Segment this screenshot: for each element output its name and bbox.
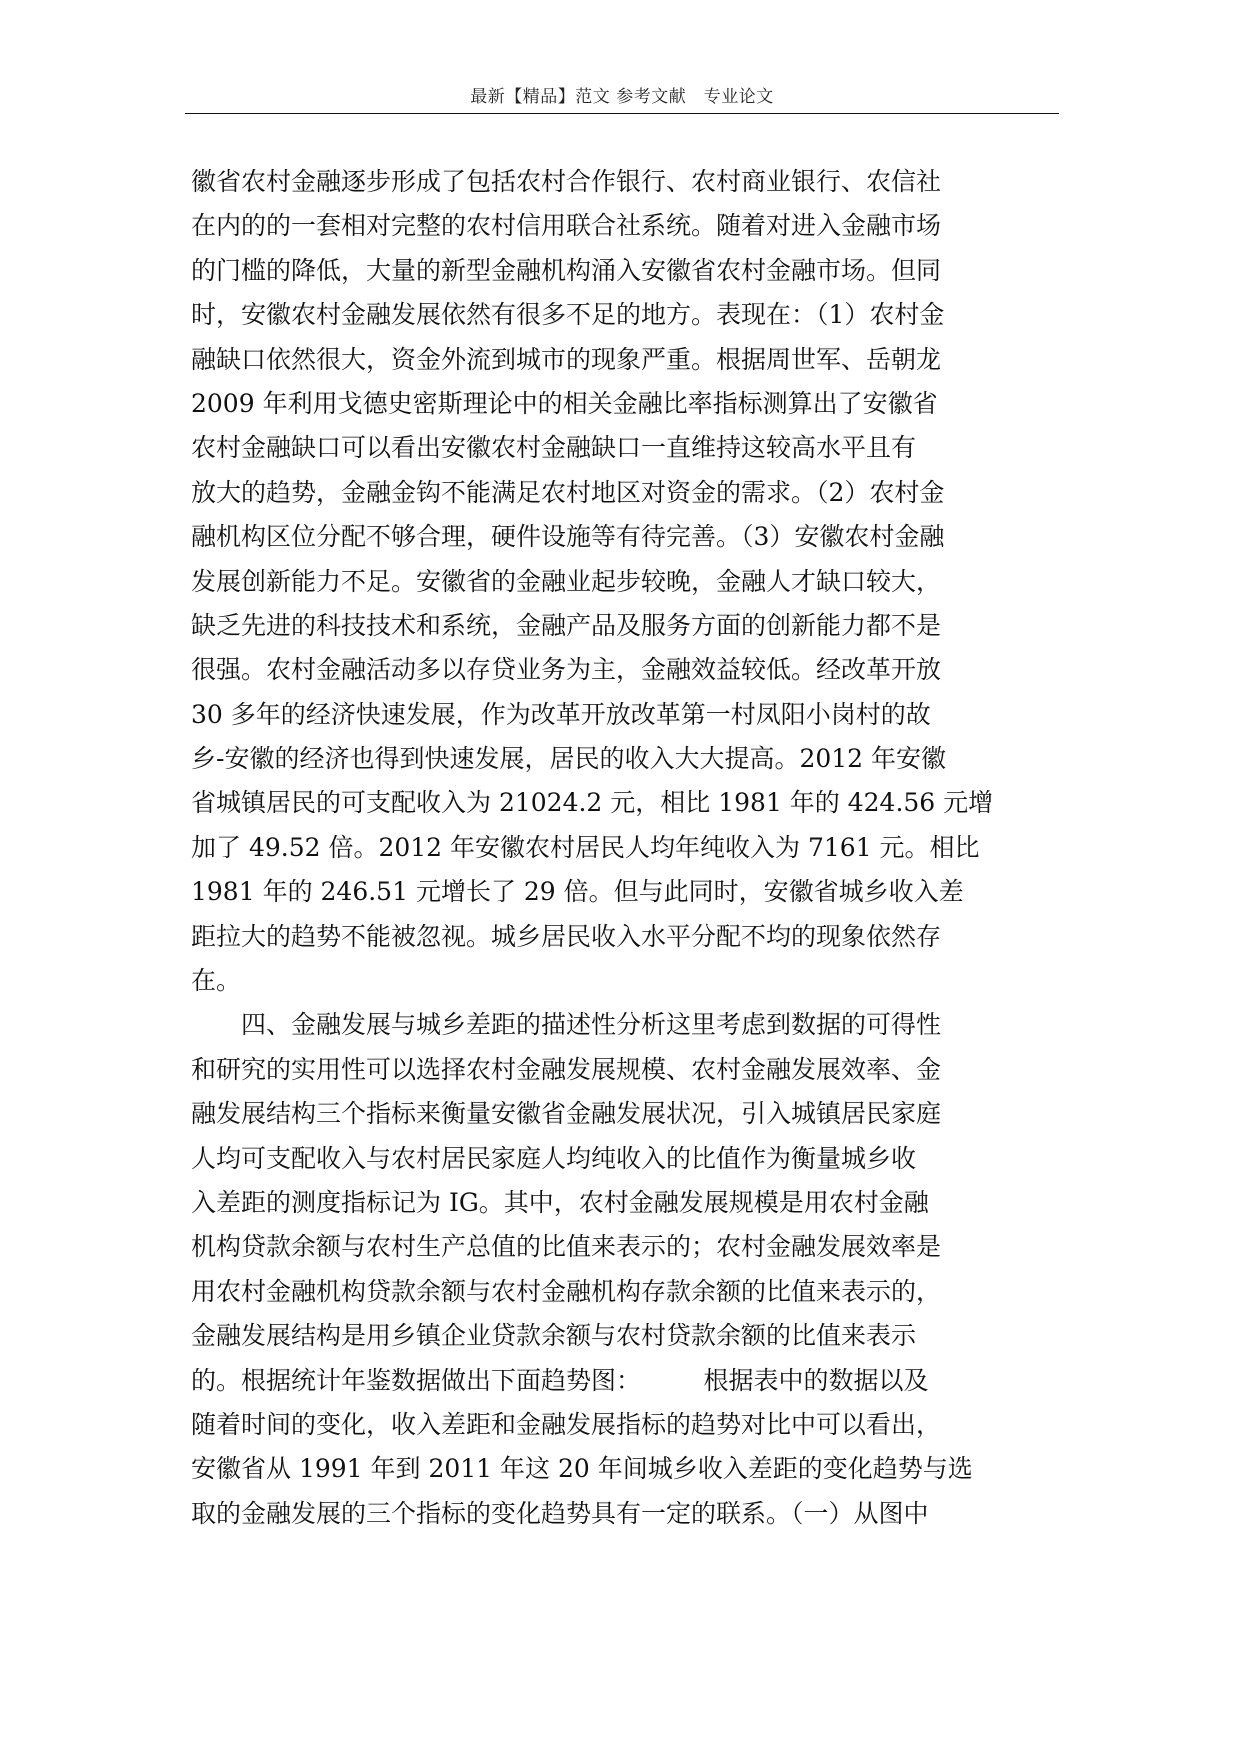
text-line: 人均可支配收入与农村居民家庭人均纯收入的比值作为衡量城乡收: [191, 1143, 917, 1173]
header-divider: [185, 113, 1059, 114]
document-body: [191, 160, 1059, 1536]
text-line: 2009 年利用戈德史密斯理论中的相关金融比率指标测算出了安徽省: [191, 388, 938, 418]
text-line: 农村金融缺口可以看出安徽农村金融缺口一直维持这较高水平且有: [191, 433, 917, 463]
text-line: 加了 49.52 倍。2012 年安徽农村居民人均年纯收入为 7161 元。相比: [191, 832, 980, 862]
text-line: 的。根据统计年鉴数据做出下面趋势图： 根据表中的数据以及: [191, 1365, 929, 1395]
text-line: 在内的的一套相对完整的农村信用联合社系统。随着对进入金融市场: [191, 211, 942, 241]
header-title: 最新【精品】范文 参考文献 专业论文: [470, 87, 774, 107]
text-line: 融缺口依然很大，资金外流到城市的现象严重。根据周世军、岳朝龙: [191, 344, 942, 374]
text-line: 入差距的测度指标记为 IG。其中，农村金融发展规模是用农村金融: [191, 1187, 929, 1217]
text-line: 距拉大的趋势不能被忽视。城乡居民收入水平分配不均的现象依然存: [191, 921, 942, 951]
text-line: 取的金融发展的三个指标的变化趋势具有一定的联系。（一）从图中: [191, 1498, 929, 1528]
text-line: 融发展结构三个指标来衡量安徽省金融发展状况，引入城镇居民家庭: [191, 1099, 942, 1129]
text-line: 在。: [191, 966, 242, 996]
text-line: 四、金融发展与城乡差距的描述性分析这里考虑到数据的可得性: [191, 1010, 942, 1040]
text-line: 金融发展结构是用乡镇企业贷款余额与农村贷款余额的比值来表示: [191, 1321, 917, 1351]
text-line: 省城镇居民的可支配收入为 21024.2 元，相比 1981 年的 424.56 元增: [191, 788, 994, 818]
page-header: [185, 86, 1059, 108]
text-line: 融机构区位分配不够合理，硬件设施等有待完善。（3）安徽农村金融: [191, 522, 945, 552]
text-line: 缺乏先进的科技技术和系统，金融产品及服务方面的创新能力都不是: [191, 610, 942, 640]
text-line: 徽省农村金融逐步形成了包括农村合作银行、农村商业银行、农信社: [191, 167, 942, 196]
text-line: 很强。农村金融活动多以存贷业务为主，金融效益较低。经改革开放: [191, 655, 942, 685]
text-line: 1981 年的 246.51 元增长了 29 倍。但与此同时，安徽省城乡收入差: [191, 877, 964, 907]
text-line: 乡-安徽的经济也得到快速发展，居民的收入大大提高。2012 年安徽: [191, 744, 947, 774]
text-line: 安徽省从 1991 年到 2011 年这 20 年间城乡收入差距的变化趋势与选: [191, 1454, 973, 1484]
text-line: 时，安徽农村金融发展依然有很多不足的地方。表现在：（1）农村金: [191, 300, 945, 330]
text-line: 和研究的实用性可以选择农村金融发展规模、农村金融发展效率、金: [191, 1054, 942, 1084]
text-line: 的门槛的降低，大量的新型金融机构涌入安徽省农村金融市场。但同: [191, 255, 942, 285]
text-line: 机构贷款余额与农村生产总值的比值来表示的；农村金融发展效率是: [191, 1232, 942, 1262]
text-line: 放大的趋势，金融金钩不能满足农村地区对资金的需求。（2）农村金: [191, 477, 945, 507]
text-line: 用农村金融机构贷款余额与农村金融机构存款余额的比值来表示的，: [191, 1276, 942, 1306]
text-line: 随着时间的变化，收入差距和金融发展指标的趋势对比中可以看出，: [191, 1409, 942, 1439]
text-line: 发展创新能力不足。安徽省的金融业起步较晚，金融人才缺口较大，: [191, 566, 942, 596]
text-line: 30 多年的经济快速发展，作为改革开放改革第一村凤阳小岗村的故: [191, 699, 931, 729]
